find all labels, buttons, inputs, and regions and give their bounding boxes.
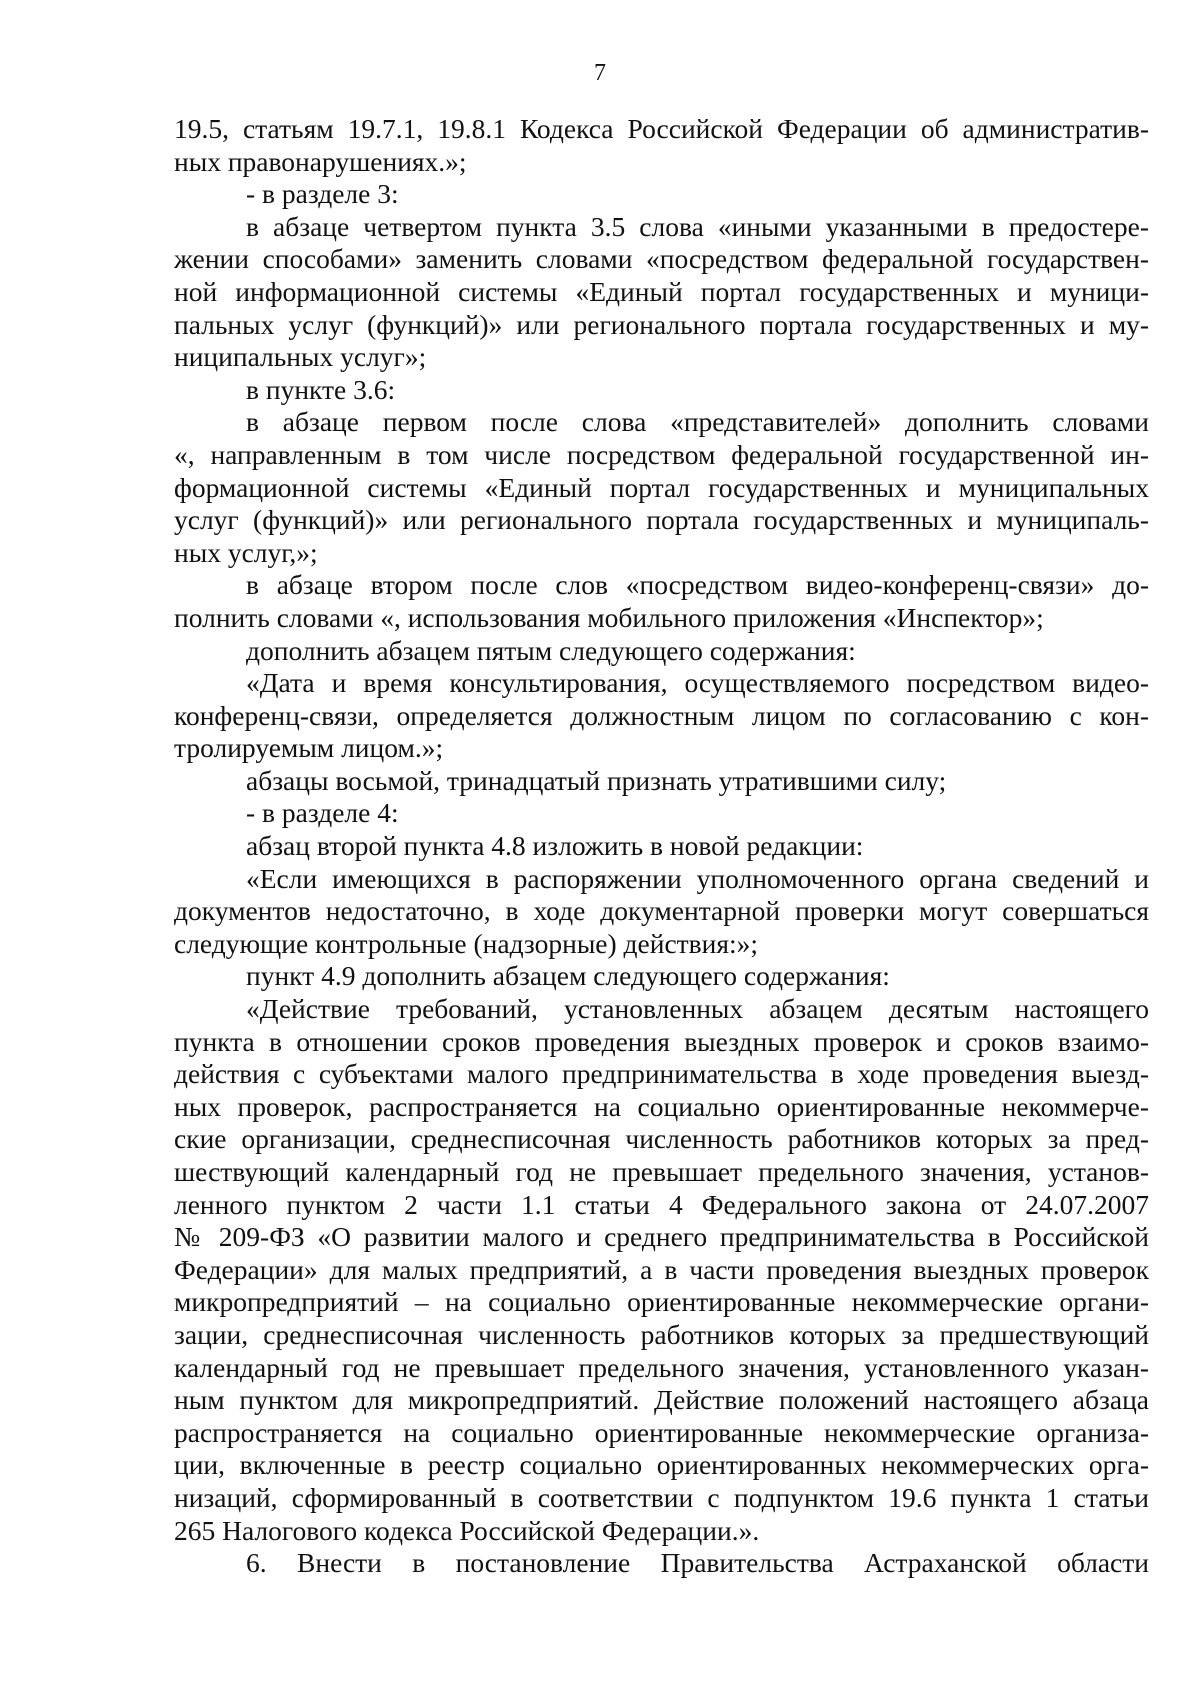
text-line: распространяется на социально ориентированные некоммерческие организа- [174, 1416, 1149, 1448]
text-line: Федерации» для малых предприятий, а в части проведения выездных проверок [174, 1253, 1149, 1285]
text-line: дополнить абзацем пятым следующего содержания: [246, 634, 856, 666]
text-line: ной информационной системы «Единый портал государственных и муници- [174, 275, 1149, 307]
text-line: пункта в отношении сроков проведения выездных проверок и сроков взаимо- [174, 1025, 1149, 1057]
text-line: «Действие требований, установленных абзацем десятым настоящего [246, 993, 1149, 1025]
text-line: конференц-связи, определяется должностным лицом по согласованию с кон- [174, 699, 1149, 731]
text-line: формационной системы «Единый портал государственных и муниципальных [174, 471, 1149, 503]
text-line: абзац второй пункта 4.8 изложить в новой редакции: [246, 830, 864, 862]
page-number: 7 [594, 60, 606, 86]
text-line: в пункте 3.6: [246, 373, 396, 405]
text-line: действия с субъектами малого предпринимательства в ходе проведения выезд- [174, 1058, 1149, 1090]
text-line: в абзаце четвертом пункта 3.5 слова «иными указанными в предостере- [246, 210, 1149, 242]
text-line: шествующий календарный год не превышает предельного значения, установ- [174, 1156, 1149, 1187]
text-line: ниципальных услуг»; [174, 341, 427, 373]
text-line: ным пунктом для микропредприятий. Действие положений настоящего абзаца [174, 1384, 1149, 1416]
text-line: следующие контрольные (надзорные) действия:»; [174, 927, 759, 959]
text-line: ных правонарушениях.»; [174, 145, 467, 177]
text-line: 265 Налогового кодекса Российской Федерации.». [174, 1514, 760, 1546]
text-line: жении способами» заменить словами «посредством федеральной государствен- [174, 243, 1149, 275]
text-line: низаций, сформированный в соответствии с подпунктом 19.6 пункта 1 статьи [174, 1481, 1149, 1513]
document-body [174, 113, 1149, 1580]
text-line: - в разделе 4: [246, 797, 399, 829]
text-line: «Дата и время консультирования, осуществляемого посредством видео- [246, 667, 1149, 699]
text-line: 19.5, статьям 19.7.1, 19.8.1 Кодекса Российской Федерации об административ- [174, 113, 1149, 144]
text-line: ных проверок, распространяется на социально ориентированные некоммерче- [174, 1090, 1149, 1122]
text-line: пальных услуг (функций)» или регионального портала государственных и му- [174, 308, 1149, 340]
text-line: микропредприятий – на социально ориентированные некоммерческие органи- [174, 1286, 1149, 1318]
text-line: ленного пунктом 2 части 1.1 статьи 4 Федерального закона от 24.07.2007 [174, 1188, 1149, 1220]
text-line: полнить словами «, использования мобильного приложения «Инспектор»; [174, 601, 1044, 633]
text-line: календарный год не превышает предельного значения, установленного указан- [174, 1351, 1149, 1383]
text-line: «, направленным в том числе посредством федеральной государственной ин- [174, 438, 1149, 470]
text-line: абзацы восьмой, тринадцатый признать утратившими силу; [246, 764, 947, 796]
text-line: в абзаце первом после слова «представителей» дополнить словами [246, 406, 1149, 438]
text-line: услуг (функций)» или регионального портала государственных и муниципаль- [174, 504, 1149, 536]
text-line: «Если имеющихся в распоряжении уполномоченного органа сведений и [246, 862, 1149, 894]
text-line: 6. Внести в постановление Правительства Астраханской области [246, 1547, 1149, 1579]
text-line: ных услуг,»; [174, 536, 318, 568]
text-line: в абзаце втором после слов «посредством видео-конференц-связи» до- [246, 569, 1149, 601]
text-line: - в разделе 3: [246, 178, 399, 210]
text-line: документов недостаточно, в ходе документарной проверки могут совершаться [174, 895, 1149, 927]
text-line: тролируемым лицом.»; [174, 732, 444, 764]
text-line: ские организации, среднесписочная численность работников которых за пред- [174, 1123, 1149, 1155]
text-line: пункт 4.9 дополнить абзацем следующего содержания: [246, 960, 890, 992]
text-line: зации, среднесписочная численность работников которых за предшествующий [174, 1318, 1149, 1350]
text-line: ции, включенные в реестр социально ориентированных некоммерческих орга- [174, 1449, 1149, 1481]
text-line: № 209-ФЗ «О развитии малого и среднего предпринимательства в Российской [174, 1221, 1149, 1253]
